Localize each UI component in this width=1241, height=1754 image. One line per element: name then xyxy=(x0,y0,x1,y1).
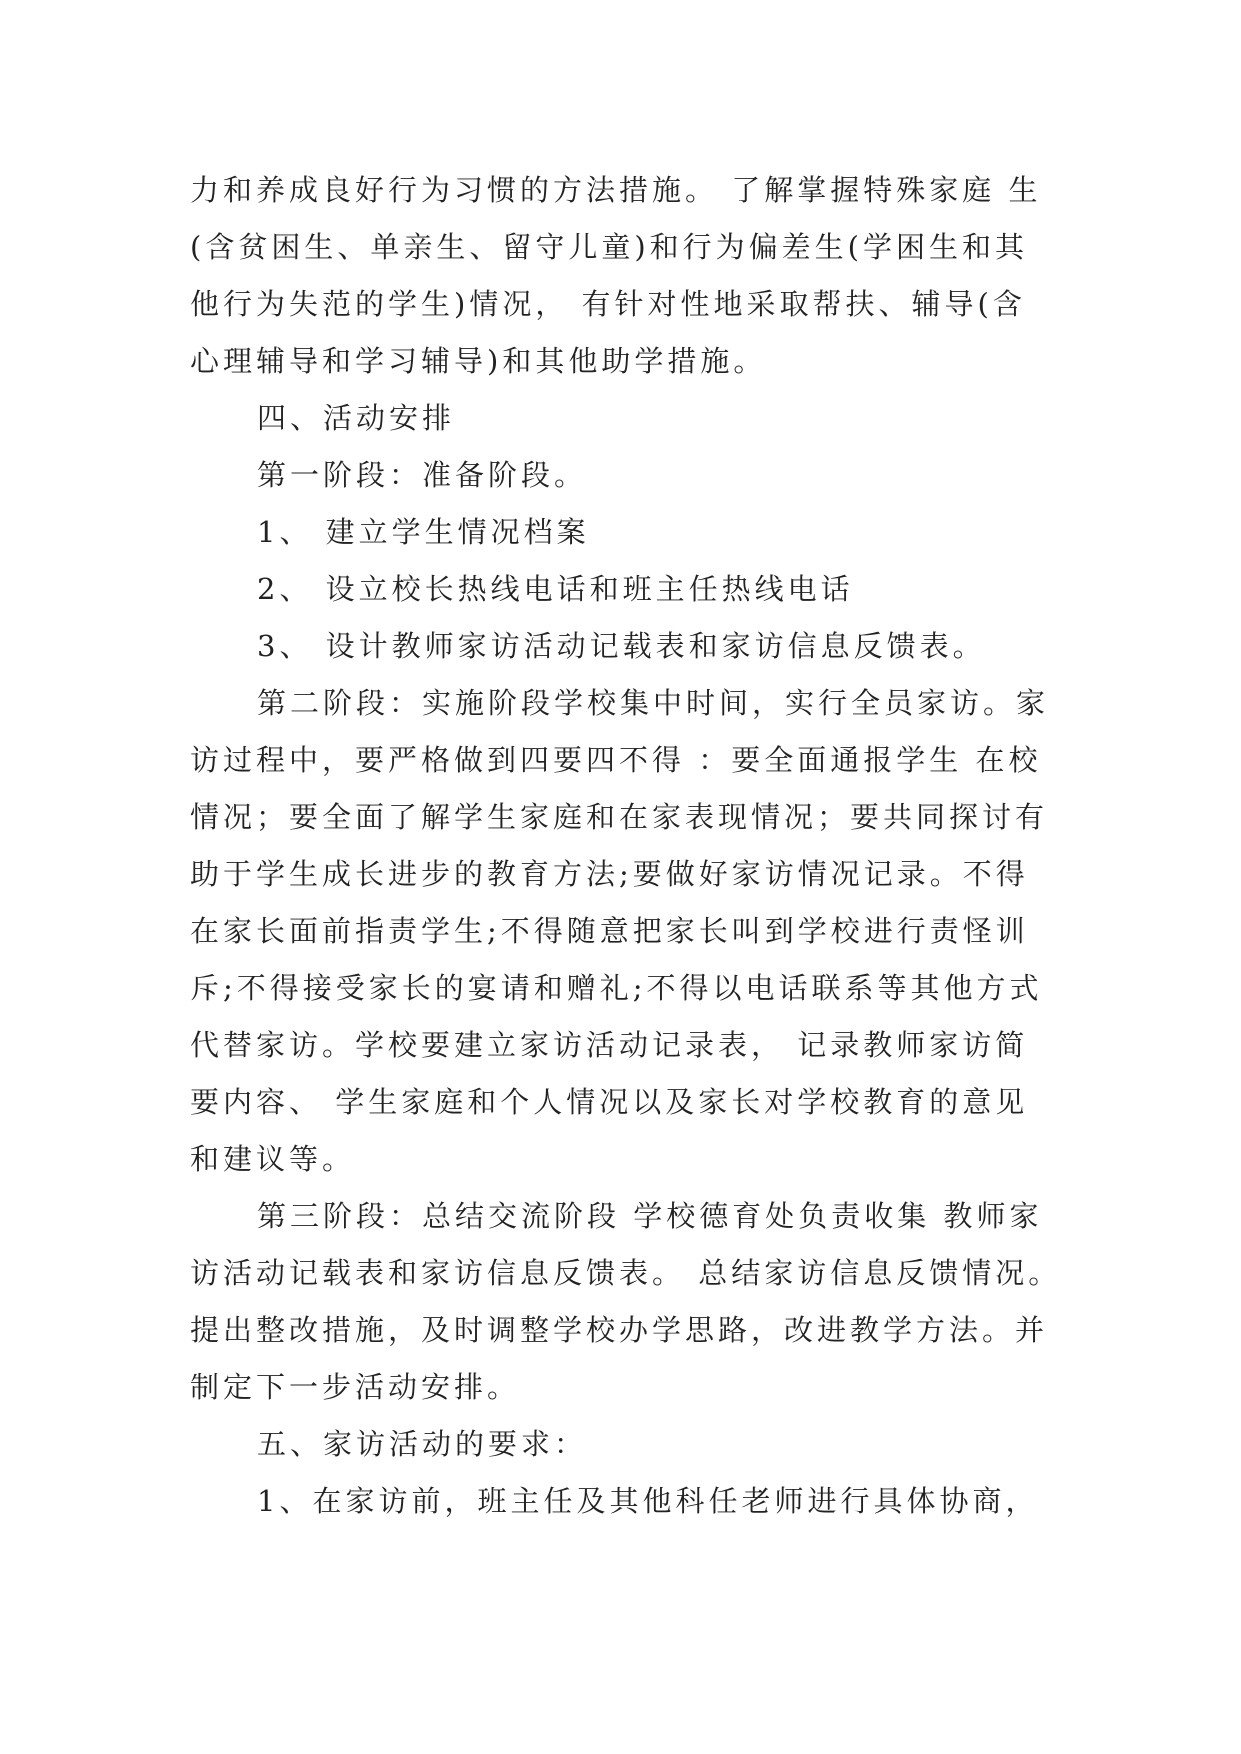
document-body xyxy=(190,162,1062,1530)
body-line: 助于学生成长进步的教育方法;要做好家访情况记录。不得 xyxy=(190,857,1029,891)
body-line: 代替家访。学校要建立家访活动记录表， 记录教师家访简 xyxy=(190,1028,1029,1062)
body-line: (含贫困生、单亲生、留守儿童)和行为偏差生(学困生和其 xyxy=(190,230,1028,264)
section-heading: 四、活动安排 xyxy=(257,401,456,435)
list-item: 1、在家访前，班主任及其他科任老师进行具体协商， xyxy=(257,1484,1039,1518)
body-line: 和建议等。 xyxy=(190,1142,356,1176)
body-line: 要内容、 学生家庭和个人情况以及家长对学校教育的意见 xyxy=(190,1085,1029,1119)
body-line: 制定下一步活动安排。 xyxy=(190,1370,521,1404)
list-item: 1、 建立学生情况档案 xyxy=(257,515,590,549)
body-line: 情况；要全面了解学生家庭和在家表现情况；要共同探讨有 xyxy=(190,800,1049,834)
body-line: 访过程中，要严格做到四要四不得 ：要全面通报学生 在校 xyxy=(190,743,1042,777)
paragraph-first-line: 第三阶段：总结交流阶段 学校德育处负责收集 教师家 xyxy=(257,1199,1043,1233)
paragraph-first-line: 第二阶段：实施阶段学校集中时间，实行全员家访。家 xyxy=(257,686,1050,720)
list-item: 2、 设立校长热线电话和班主任热线电话 xyxy=(257,572,854,606)
body-line: 斥;不得接受家长的宴请和赠礼;不得以电话联系等其他方式 xyxy=(190,971,1043,1005)
section-heading: 五、家访活动的要求： xyxy=(257,1427,588,1461)
body-line: 在家长面前指责学生;不得随意把家长叫到学校进行责怪训 xyxy=(190,914,1029,948)
phase-heading: 第一阶段：准备阶段。 xyxy=(257,458,588,492)
body-line: 提出整改措施，及时调整学校办学思路，改进教学方法。并 xyxy=(190,1313,1049,1347)
body-line: 心理辅导和学习辅导)和其他助学措施。 xyxy=(190,344,767,378)
body-line: 访活动记载表和家访信息反馈表。 总结家访信息反馈情况。 xyxy=(190,1256,1062,1290)
list-item: 3、 设计教师家访活动记载表和家访信息反馈表。 xyxy=(257,629,986,663)
body-line: 力和养成良好行为习惯的方法措施。 了解掌握特殊家庭 生 xyxy=(190,173,1042,207)
body-line: 他行为失范的学生)情况， 有针对性地采取帮扶、辅导(含 xyxy=(190,287,1026,321)
